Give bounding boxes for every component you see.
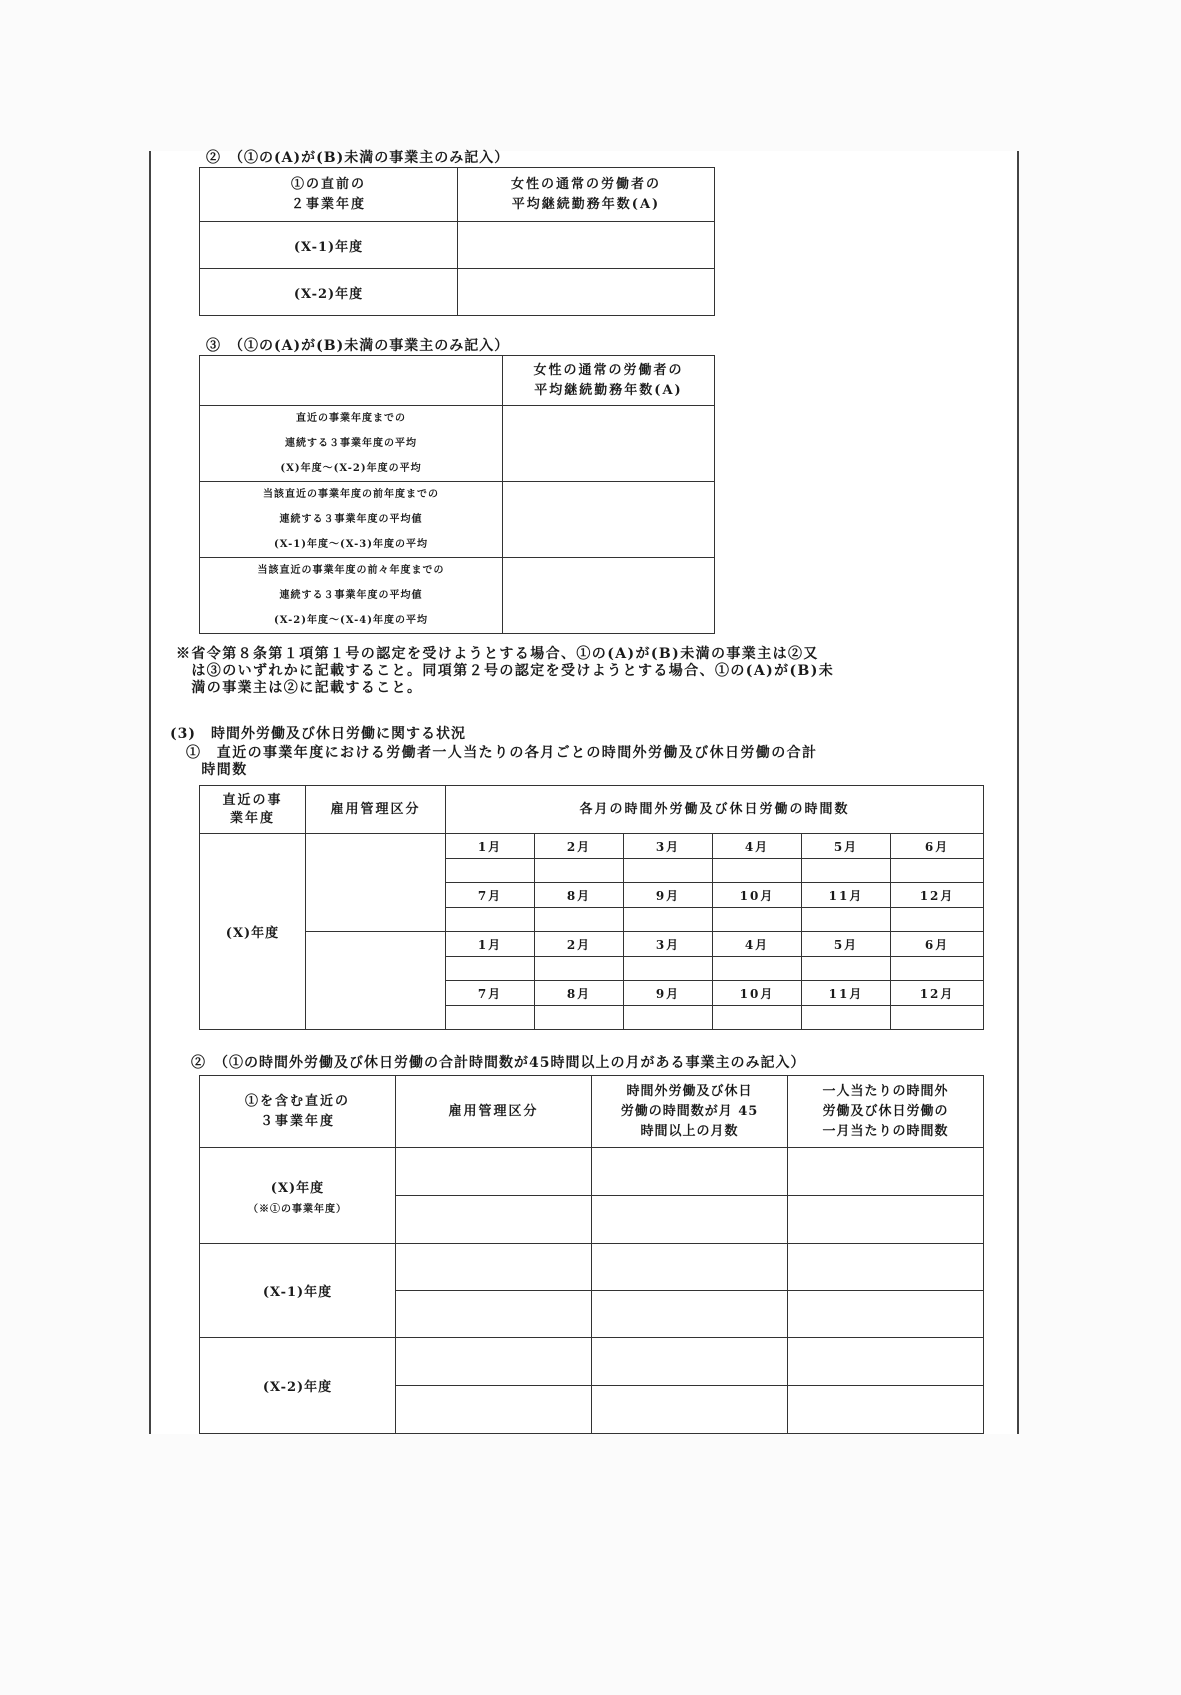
hours-input[interactable] bbox=[446, 859, 535, 883]
hours-input[interactable] bbox=[713, 859, 802, 883]
employment-category-input[interactable] bbox=[396, 1196, 592, 1244]
label-line: (X-1)年度～(X-3)年度の平均 bbox=[274, 539, 428, 550]
row-label: (X-1)年度 bbox=[200, 222, 458, 269]
row-label bbox=[200, 482, 503, 558]
month-label: 12月 bbox=[891, 883, 984, 908]
label-line: 連続する３事業年度の平均値 bbox=[279, 590, 423, 601]
header-line: 労働及び休日労働の bbox=[822, 1103, 949, 1119]
label-line: 当該直近の事業年度の前々年度までの bbox=[257, 565, 445, 576]
employment-category-input-1[interactable] bbox=[306, 834, 446, 932]
hours-input[interactable] bbox=[802, 957, 891, 981]
header-line: 業年度 bbox=[229, 810, 275, 826]
hours-input[interactable] bbox=[891, 957, 984, 981]
employment-category-input[interactable] bbox=[396, 1148, 592, 1196]
row-label bbox=[200, 558, 503, 634]
month-label: 6月 bbox=[891, 932, 984, 957]
hours-input[interactable] bbox=[802, 1006, 891, 1030]
row-label: (X-2)年度 bbox=[200, 269, 458, 316]
monthly-hours-input[interactable] bbox=[788, 1291, 984, 1338]
hours-input[interactable] bbox=[713, 1006, 802, 1030]
month-label: 1月 bbox=[446, 932, 535, 957]
hours-input[interactable] bbox=[802, 908, 891, 932]
avg-input-x1-to-x3[interactable] bbox=[503, 482, 715, 558]
month-label: 10月 bbox=[713, 883, 802, 908]
header-line: ①の直前の bbox=[290, 176, 366, 192]
hours-input[interactable] bbox=[446, 908, 535, 932]
employment-category-input[interactable] bbox=[396, 1386, 592, 1434]
months-over-45h-input[interactable] bbox=[592, 1148, 788, 1196]
note-line: 満の事業主は②に記載すること。 bbox=[176, 680, 423, 696]
hours-input[interactable] bbox=[713, 957, 802, 981]
month-label: 5月 bbox=[802, 834, 891, 859]
month-label: 7月 bbox=[446, 981, 535, 1006]
hours-input[interactable] bbox=[624, 957, 713, 981]
header-line: 一人当たりの時間外 bbox=[822, 1083, 949, 1099]
employment-category-input[interactable] bbox=[396, 1244, 592, 1291]
instruction-note bbox=[176, 646, 1016, 697]
months-over-45h-input[interactable] bbox=[592, 1386, 788, 1434]
avg-input-x-to-x2[interactable] bbox=[503, 406, 715, 482]
overtime-table-caption: ② （①の時間外労働及び休日労働の合計時間数が45時間以上の月がある事業主のみ記入） bbox=[191, 1055, 806, 1071]
hours-input[interactable] bbox=[535, 957, 624, 981]
hours-input[interactable] bbox=[891, 1006, 984, 1030]
header-monthly-hours: 各月の時間外労働及び休日労働の時間数 bbox=[446, 786, 984, 834]
fiscal-year-label: (X-1)年度 bbox=[200, 1244, 396, 1338]
header-line: 平均継続勤務年数(A) bbox=[534, 382, 683, 398]
header-months-over-45h bbox=[592, 1076, 788, 1148]
note-line: は③のいずれかに記載すること。同項第２号の認定を受けようとする場合、①の(A)が(B)未 bbox=[176, 663, 835, 679]
hours-input[interactable] bbox=[535, 908, 624, 932]
label-line: 直近の事業年度までの bbox=[296, 413, 406, 424]
section3-heading: (3) 時間外労働及び休日労働に関する状況 bbox=[170, 726, 466, 742]
header-line: ３事業年度 bbox=[259, 1113, 335, 1129]
hours-input[interactable] bbox=[891, 859, 984, 883]
header-three-fiscal-years bbox=[200, 1076, 396, 1148]
sub1-line: ① 直近の事業年度における労働者一人当たりの各月ごとの時間外労働及び休日労働の合計 bbox=[186, 745, 818, 761]
employment-category-input[interactable] bbox=[396, 1291, 592, 1338]
monthly-hours-input[interactable] bbox=[788, 1196, 984, 1244]
avg-input-x2-to-x4[interactable] bbox=[503, 558, 715, 634]
hours-input[interactable] bbox=[713, 908, 802, 932]
header-avg-tenure bbox=[458, 168, 715, 222]
monthly-hours-input[interactable] bbox=[788, 1338, 984, 1386]
row-label bbox=[200, 406, 503, 482]
avg-tenure-input-x2[interactable] bbox=[458, 269, 715, 316]
header-line: 平均継続勤務年数(A) bbox=[511, 196, 661, 212]
fiscal-year-label bbox=[200, 1148, 396, 1244]
label-line: 連続する３事業年度の平均 bbox=[285, 438, 417, 449]
hours-input[interactable] bbox=[446, 1006, 535, 1030]
hours-input[interactable] bbox=[624, 859, 713, 883]
header-avg-tenure bbox=[503, 356, 715, 406]
months-over-45h-input[interactable] bbox=[592, 1196, 788, 1244]
header-fiscal-year bbox=[200, 786, 306, 834]
year-label: (X)年度 bbox=[270, 1180, 325, 1196]
month-label: 2月 bbox=[535, 932, 624, 957]
month-label: 7月 bbox=[446, 883, 535, 908]
month-label: 9月 bbox=[624, 981, 713, 1006]
header-line: ①を含む直近の bbox=[244, 1093, 350, 1109]
month-label: 1月 bbox=[446, 834, 535, 859]
header-line: 女性の通常の労働者の bbox=[533, 362, 684, 378]
month-label: 9月 bbox=[624, 883, 713, 908]
header-line: 直近の事 bbox=[222, 792, 283, 808]
label-line: 当該直近の事業年度の前年度までの bbox=[263, 489, 439, 500]
section3-sub1 bbox=[186, 745, 1016, 779]
table2-caption: ② （①の(A)が(B)未満の事業主のみ記入） bbox=[206, 150, 510, 166]
label-line: (X)年度～(X-2)年度の平均 bbox=[280, 463, 422, 474]
months-over-45h-input[interactable] bbox=[592, 1244, 788, 1291]
header-line: 時間外労働及び休日 bbox=[626, 1083, 753, 1099]
monthly-hours-input[interactable] bbox=[788, 1244, 984, 1291]
hours-input[interactable] bbox=[802, 859, 891, 883]
header-line: 一月当たりの時間数 bbox=[822, 1123, 949, 1139]
label-line: (X-2)年度～(X-4)年度の平均 bbox=[274, 615, 428, 626]
header-line: 女性の通常の労働者の bbox=[510, 176, 661, 192]
month-label: 8月 bbox=[535, 981, 624, 1006]
fiscal-year-label: (X-2)年度 bbox=[200, 1338, 396, 1434]
header-employment-category: 雇用管理区分 bbox=[306, 786, 446, 834]
hours-input[interactable] bbox=[535, 859, 624, 883]
sub1-line: 時間数 bbox=[186, 762, 248, 778]
hours-input[interactable] bbox=[891, 908, 984, 932]
monthly-hours-input[interactable] bbox=[788, 1386, 984, 1434]
monthly-overtime-table bbox=[199, 785, 984, 1030]
month-label: 3月 bbox=[624, 834, 713, 859]
month-label: 11月 bbox=[802, 883, 891, 908]
header-blank bbox=[200, 356, 503, 406]
header-line: 労働の時間数が月 45 bbox=[620, 1103, 759, 1119]
month-label: 12月 bbox=[891, 981, 984, 1006]
header-line: 時間以上の月数 bbox=[640, 1123, 739, 1139]
header-monthly-hours-per-person bbox=[788, 1076, 984, 1148]
label-line: 連続する３事業年度の平均値 bbox=[279, 514, 423, 525]
overtime-45h-table bbox=[199, 1075, 984, 1434]
months-over-45h-input[interactable] bbox=[592, 1291, 788, 1338]
month-label: 10月 bbox=[713, 981, 802, 1006]
previous-two-years-table bbox=[199, 167, 715, 316]
month-label: 6月 bbox=[891, 834, 984, 859]
table3-caption: ③ （①の(A)が(B)未満の事業主のみ記入） bbox=[206, 338, 510, 354]
month-label: 8月 bbox=[535, 883, 624, 908]
three-year-average-table bbox=[199, 355, 715, 634]
hours-input[interactable] bbox=[446, 957, 535, 981]
employment-category-input[interactable] bbox=[396, 1338, 592, 1386]
hours-input[interactable] bbox=[624, 1006, 713, 1030]
monthly-hours-input[interactable] bbox=[788, 1148, 984, 1196]
month-label: 4月 bbox=[713, 834, 802, 859]
month-label: 2月 bbox=[535, 834, 624, 859]
year-sublabel: （※①の事業年度） bbox=[248, 1203, 347, 1215]
month-label: 11月 bbox=[802, 981, 891, 1006]
header-employment-category: 雇用管理区分 bbox=[396, 1076, 592, 1148]
month-label: 5月 bbox=[802, 932, 891, 957]
header-previous-two-years bbox=[200, 168, 458, 222]
month-label: 4月 bbox=[713, 932, 802, 957]
hours-input[interactable] bbox=[624, 908, 713, 932]
month-label: 3月 bbox=[624, 932, 713, 957]
hours-input[interactable] bbox=[535, 1006, 624, 1030]
employment-category-input-2[interactable] bbox=[306, 932, 446, 1030]
header-line: ２事業年度 bbox=[290, 196, 366, 212]
note-line: ※省令第８条第１項第１号の認定を受けようとする場合、①の(A)が(B)未満の事業主は②又 bbox=[176, 646, 819, 662]
fiscal-year-label: (X)年度 bbox=[200, 834, 306, 1030]
avg-tenure-input-x1[interactable] bbox=[458, 222, 715, 269]
months-over-45h-input[interactable] bbox=[592, 1338, 788, 1386]
